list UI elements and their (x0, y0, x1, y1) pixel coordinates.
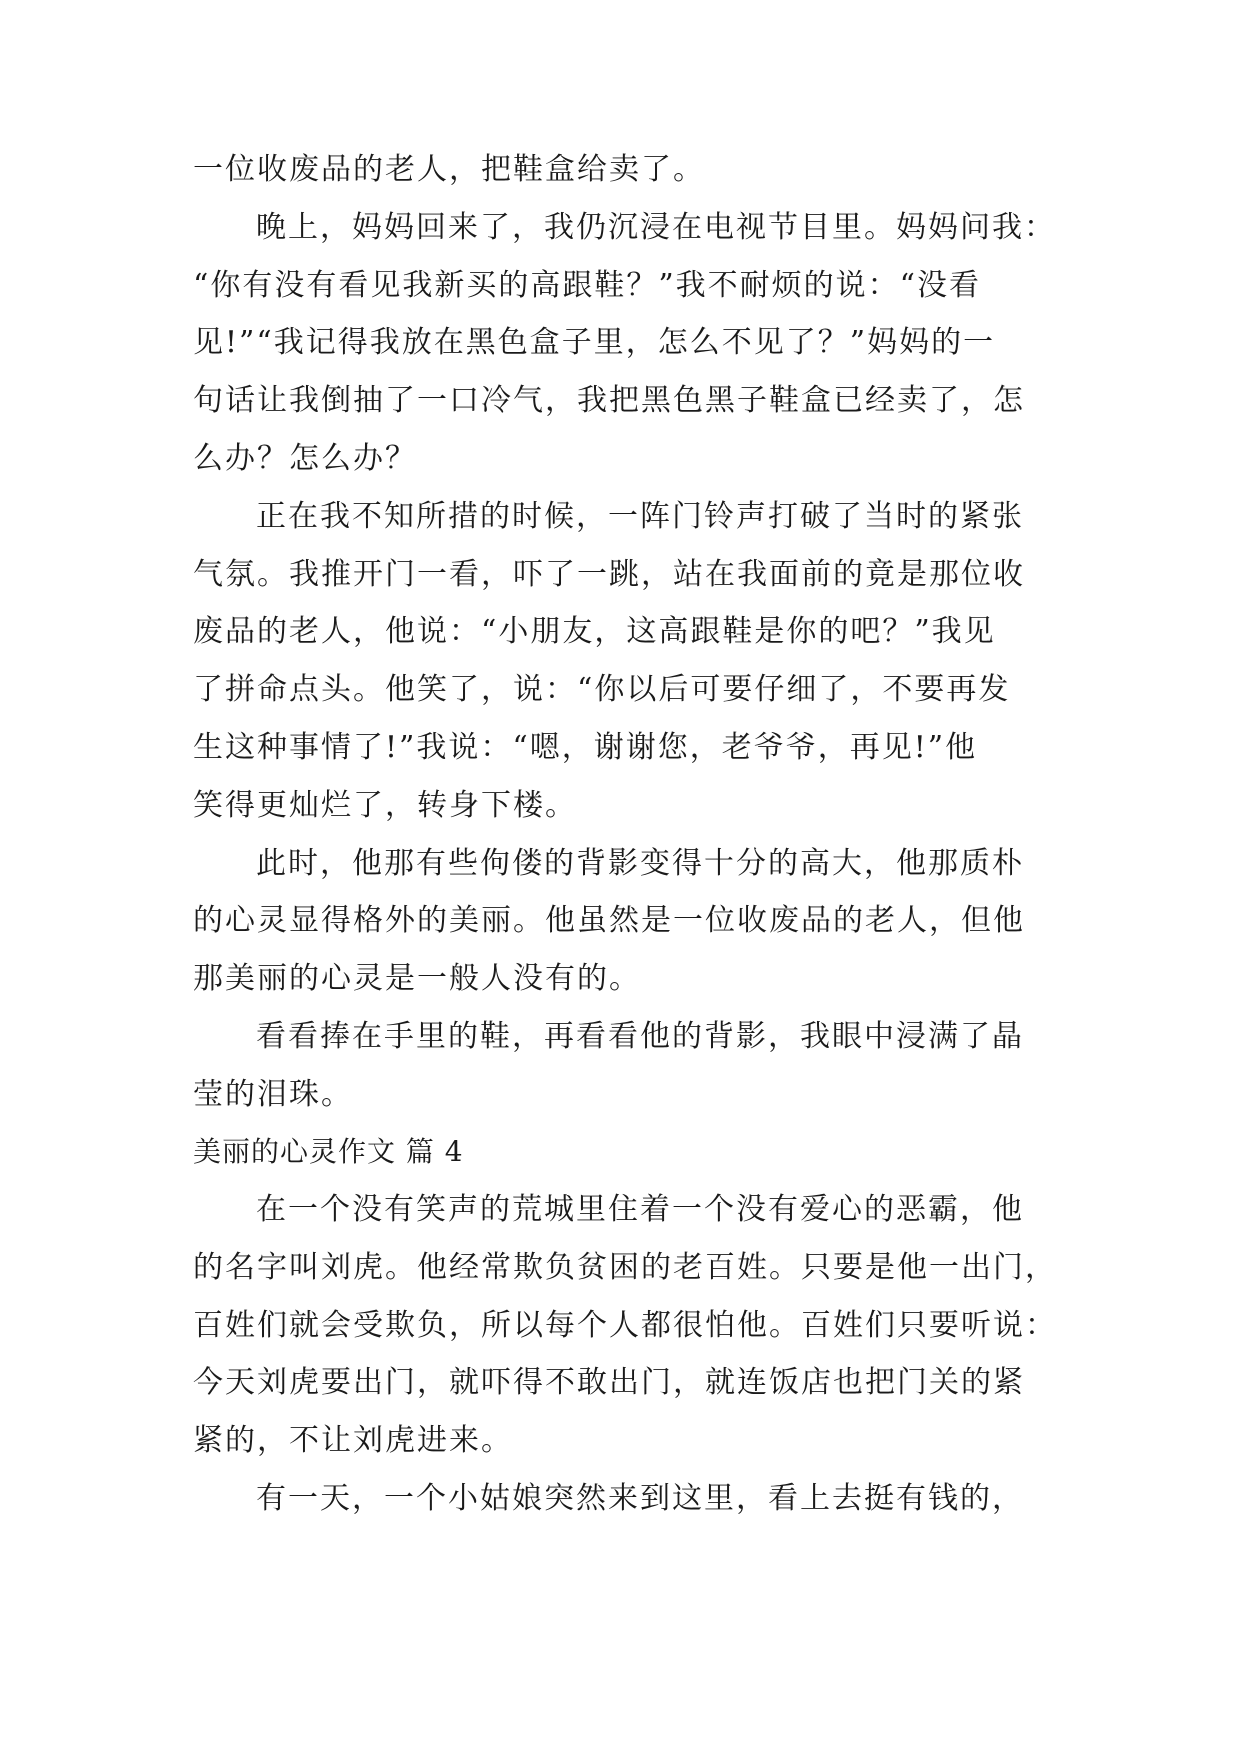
text-line: 百姓们就会受欺负，所以每个人都很怕他。百姓们只要听说： (193, 1308, 1057, 1343)
text-line: 句话让我倒抽了一口冷气，我把黑色黑子鞋盒已经卖了，怎 (193, 383, 1025, 418)
paragraph-start: 晚上，妈妈回来了，我仍沉浸在电视节目里。妈妈问我： (256, 210, 1056, 245)
text-line: 废品的老人，他说：“小朋友，这高跟鞋是你的吧？”我见 (193, 614, 996, 649)
text-line: 紧的，不让刘虎进来。 (193, 1423, 513, 1458)
paragraph-start: 有一天，一个小姑娘突然来到这里，看上去挺有钱的， (256, 1481, 1024, 1516)
paragraph-start: 此时，他那有些佝偻的背影变得十分的高大，他那质朴 (256, 846, 1024, 881)
text-line: 了拼命点头。他笑了，说：“你以后可要仔细了，不要再发 (193, 672, 1011, 707)
text-line: 的名字叫刘虎。他经常欺负贫困的老百姓。只要是他一出门， (193, 1250, 1057, 1285)
text-line: 那美丽的心灵是一般人没有的。 (193, 961, 641, 996)
text-line: 今天刘虎要出门，就吓得不敢出门，就连饭店也把门关的紧 (193, 1365, 1025, 1400)
paragraph-start: 在一个没有笑声的荒城里住着一个没有爱心的恶霸，他 (256, 1192, 1024, 1227)
text-line: 一位收废品的老人，把鞋盒给卖了。 (193, 152, 705, 187)
text-line: 见!”“我记得我放在黑色盒子里，怎么不见了？”妈妈的一 (193, 325, 996, 360)
text-line: 气氛。我推开门一看，吓了一跳，站在我面前的竟是那位收 (193, 557, 1025, 592)
text-line: 生这种事情了!”我说：“嗯，谢谢您，老爷爷，再见!”他 (193, 730, 978, 765)
text-line: “你有没有看见我新买的高跟鞋？”我不耐烦的说：“没看 (193, 268, 982, 303)
text-line: 的心灵显得格外的美丽。他虽然是一位收废品的老人，但他 (193, 903, 1025, 938)
text-line: 莹的泪珠。 (193, 1077, 353, 1112)
text-line: 笑得更灿烂了，转身下楼。 (193, 788, 577, 823)
paragraph-start: 看看捧在手里的鞋，再看看他的背影，我眼中浸满了晶 (256, 1019, 1024, 1054)
text-line: 么办？怎么办？ (193, 441, 417, 476)
section-heading: 美丽的心灵作文 篇 4 (193, 1135, 464, 1168)
paragraph-start: 正在我不知所措的时候，一阵门铃声打破了当时的紧张 (256, 499, 1024, 534)
